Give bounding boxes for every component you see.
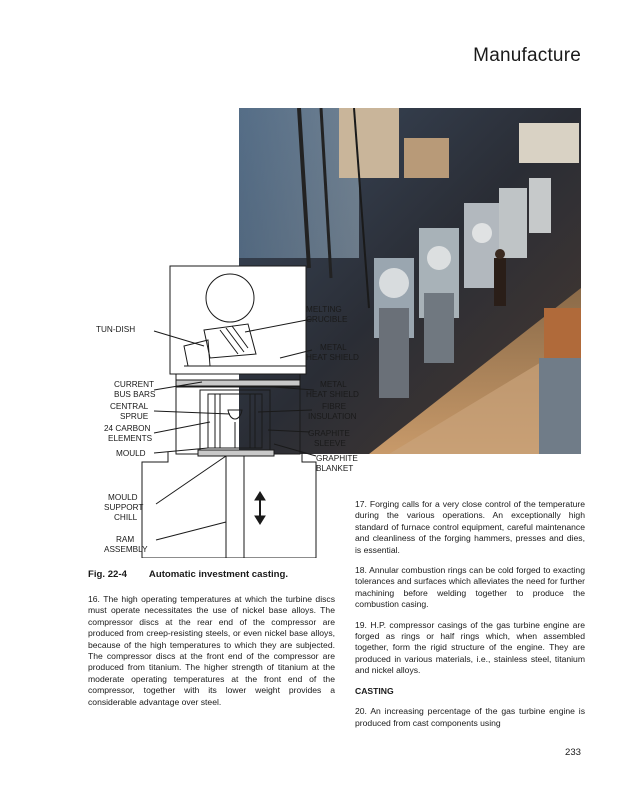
label-crucible: CRUCIBLE <box>306 315 348 324</box>
label-assembly: ASSEMBLY <box>104 545 148 554</box>
label-sprue: SPRUE <box>120 412 149 421</box>
label-fibre: FIBRE <box>322 402 347 411</box>
label-24-carbon: 24 CARBON <box>104 424 151 433</box>
paragraph-19: 19. H.P. compressor casings of the gas turbine engine are forged as rings or half rings which, when assembled together, form the rigid structure of the engine. They are produced in various materials, i.e., stainless steel, titanium and nickel alloys. <box>355 619 585 676</box>
label-central: CENTRAL <box>110 402 149 411</box>
paragraph-17: 17. Forging calls for a very close control of the temperature during the various operations. An exceptionally high standard of furnace control equipment, careful maintenance and cleanliness of the forging hammers, presses and dies, is essential. <box>355 499 585 555</box>
page-number: 233 <box>564 747 581 758</box>
label-elements: ELEMENTS <box>108 434 153 443</box>
label-metal-2: METAL <box>320 380 347 389</box>
label-heat-shield-1: HEAT SHIELD <box>306 353 359 362</box>
label-support: SUPPORT <box>104 503 144 512</box>
label-graphite-1: GRAPHITE <box>308 429 350 438</box>
label-insulation: INSULATION <box>308 412 357 421</box>
label-mould-2: MOULD <box>108 493 138 502</box>
paragraph-16: 16. The high operating temperatures at which the turbine discs must operate necessitates the use of nickel base alloys. The compressor discs at the rear end of the compressor are produced from creep-resisting steels, or even nickel base alloys, because of the high temperatures to which they are subjected. The compressor discs at the front end of the compressor are produced from titanium. The higher strength of titanium at the moderate operating temperatures at the front end of the compressor, together with its lower weight provides a considerable advantage over steel. <box>88 594 335 707</box>
casting-diagram <box>80 262 380 558</box>
section-heading-casting: CASTING <box>355 685 394 696</box>
label-metal-1: METAL <box>320 343 347 352</box>
right-column <box>355 499 585 738</box>
label-tun-dish: TUN-DISH <box>96 325 136 334</box>
label-blanket: BLANKET <box>316 464 354 473</box>
figure-caption <box>88 569 288 580</box>
paragraph-20: 20. An increasing percentage of the gas turbine engine is produced from cast components using <box>355 706 585 728</box>
label-heat-shield-2: HEAT SHIELD <box>306 390 359 399</box>
label-chill: CHILL <box>114 513 138 522</box>
page-header-title: Manufacture <box>473 45 581 66</box>
label-melting: MELTING <box>306 305 342 314</box>
label-bus-bars: BUS BARS <box>114 390 156 399</box>
label-graphite-2: GRAPHITE <box>316 454 358 463</box>
figure-caption-text: Automatic investment casting. <box>148 569 289 580</box>
label-sleeve: SLEEVE <box>314 439 346 448</box>
paragraph-18: 18. Annular combustion rings can be cold forged to exacting tolerances and surfaces which alleviates the need for further machining before welding together to produce the combustion casing. <box>355 565 585 610</box>
left-column <box>88 594 335 717</box>
label-mould: MOULD <box>116 449 146 458</box>
label-ram: RAM <box>116 535 135 544</box>
label-current: CURRENT <box>114 380 155 389</box>
figure-number: Fig. 22-4 <box>88 569 127 580</box>
